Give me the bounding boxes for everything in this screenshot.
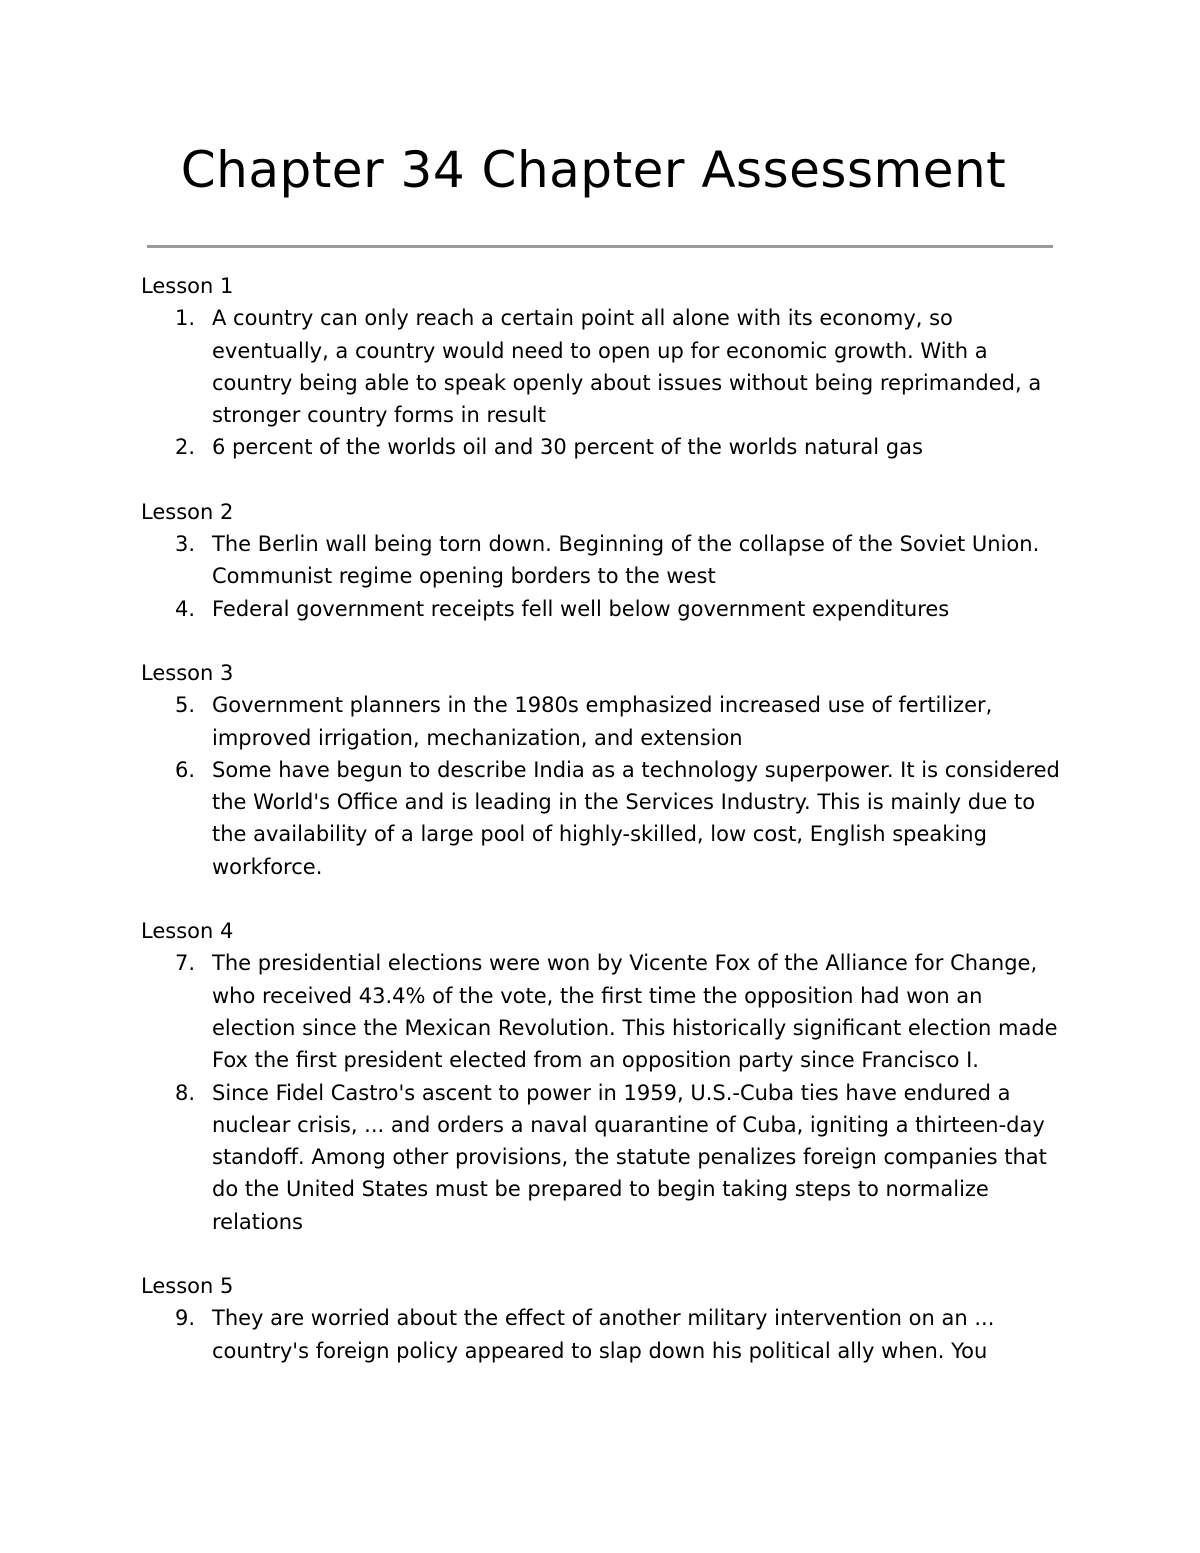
item-text: Since Fidel Castro's ascent to power in 1959, U.S.-Cuba ties have endured a nuclear crisis, ... and orders a naval quarantine of Cuba, igniting a thirteen-day standoff. Among other provisions, the statute penalizes foreign companies that do the United States must be prepared to begin taking steps to normalize relations (212, 1080, 1047, 1234)
answer-item (141, 431, 1071, 463)
lesson-heading: Lesson 4 (141, 919, 234, 944)
lesson-heading: Lesson 2 (141, 499, 234, 524)
lesson-3-section (141, 657, 1071, 883)
item-text: The Berlin wall being torn down. Beginning of the collapse of the Soviet Union. Communist regime opening borders to the west (212, 532, 1040, 589)
answer-item (141, 593, 1071, 625)
item-number: 3. (175, 532, 196, 557)
item-text: Government planners in the 1980s emphasized increased use of fertilizer, improved irrigation, mechanization, and extension (212, 693, 993, 750)
answer-item (141, 528, 1071, 593)
item-number: 9. (175, 1306, 196, 1331)
answer-item (141, 754, 1071, 883)
lesson-2-section (141, 496, 1071, 625)
item-text: 6 percent of the worlds oil and 30 percent of the worlds natural gas (212, 435, 923, 460)
answer-list (141, 302, 1071, 463)
item-text: Federal government receipts fell well below government expenditures (212, 596, 950, 621)
answer-item (141, 302, 1071, 431)
lesson-heading: Lesson 1 (141, 274, 234, 298)
answer-list (141, 528, 1071, 625)
item-number: 8. (175, 1080, 196, 1105)
document-body (141, 270, 1071, 1367)
answer-item (141, 689, 1071, 754)
answer-list (141, 947, 1071, 1238)
answer-list (141, 689, 1071, 883)
item-text: The presidential elections were won by Vicente Fox of the Alliance for Change, who received 43.4% of the vote, the first time the opposition had won an election since the Mexican Revolution. This historically significant election made Fox the first president elected from an opposition party since Francisco I. (212, 951, 1058, 1073)
item-number: 6. (175, 757, 196, 782)
answer-item (141, 1077, 1071, 1238)
page-title: Chapter 34 Chapter Assessment (180, 141, 1007, 199)
answer-item (141, 947, 1071, 1076)
lesson-heading: Lesson 5 (141, 1274, 234, 1299)
item-text: Some have begun to describe India as a technology superpower. It is considered the World's Office and is leading in the Services Industry. This is mainly due to the availability of a large pool of highly-skilled, low cost, English speaking workforce. (212, 757, 1060, 879)
item-number: 2. (175, 435, 196, 460)
item-text: A country can only reach a certain point all alone with its economy, so eventually, a country would need to open up for economic growth. With a country being able to speak openly about issues without being reprimanded, a stronger country forms in result (212, 306, 1042, 428)
lesson-4-section (141, 915, 1071, 1238)
item-number: 1. (175, 306, 196, 331)
title-divider (147, 245, 1053, 248)
answer-list (141, 1302, 1071, 1367)
lesson-heading: Lesson 3 (141, 660, 234, 685)
item-number: 4. (175, 596, 196, 621)
lesson-5-section (141, 1270, 1071, 1367)
item-number: 5. (175, 693, 196, 718)
answer-item (141, 1302, 1071, 1367)
item-text: They are worried about the effect of another military intervention on an ... country's foreign policy appeared to slap down his political ally when. You (212, 1306, 995, 1363)
lesson-1-section (141, 270, 1071, 464)
item-number: 7. (175, 951, 196, 976)
